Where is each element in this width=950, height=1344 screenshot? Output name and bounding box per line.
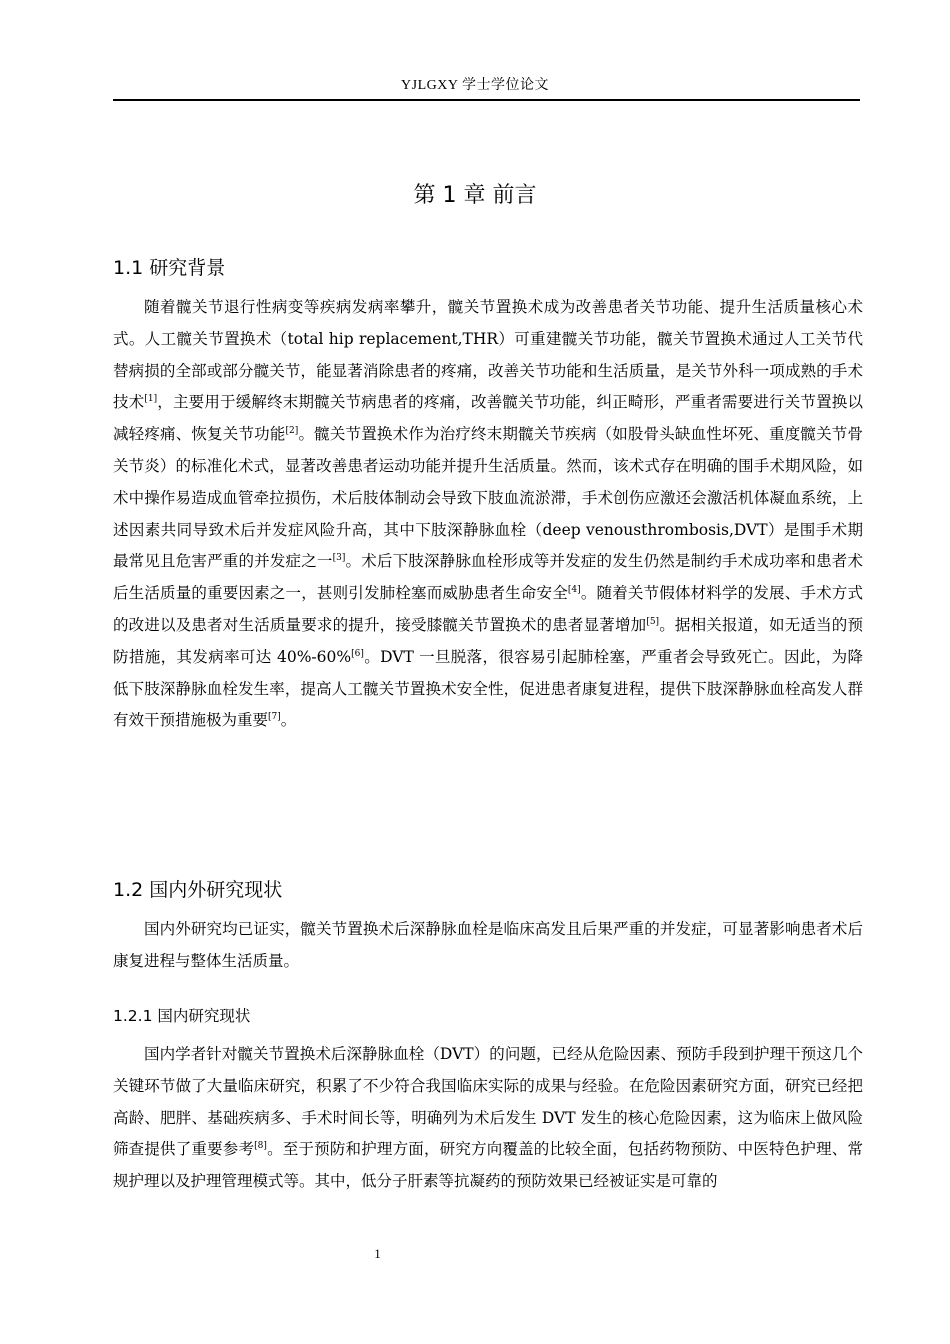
- citation-7: [7]: [268, 712, 281, 723]
- paragraph-research-status: 国内外研究均已证实，髋关节置换术后深静脉血栓是临床高发且后果严重的并发症，可显著影响患者术后康复进程与整体生活质量。: [113, 920, 863, 970]
- citation-2: [2]: [285, 426, 299, 437]
- page-number: 1: [374, 1246, 381, 1261]
- paragraph-domestic-research: 国内学者针对髋关节置换术后深静脉血栓（DVT）的问题，已经从危险因素、预防手段到护理干预这几个关键环节做了大量临床研究，积累了不少符合我国临床实际的成果与经验。在危险因素研究方面，研究已经把高龄、肥胖、基础疾病多、手术时间长等，明确列为术后发生 DVT 发生的核心危险因素，这为临床上做风险筛查提供了重要参考[8]。至于预防和护理方面，研究方向覆盖的比较全面，包括药物预防、中医特色护理、常规护理以及护理管理模式等。其中，低分子肝素等抗凝药的预防效果已经被证实是可靠的: [113, 1045, 863, 1191]
- paragraph-background: 随着髋关节退行性病变等疾病发病率攀升，髋关节置换术成为改善患者关节功能、提升生活质量核心术式。人工髋关节置换术（total hip replacement,THR）可重建髋关节功能，髋关节置换术通过人工关节代替病损的全部或部分髋关节，能显著消除患者的疼痛，改善关节功能和生活质量，是关节外科一项成熟的手术技术[1]，主要用于缓解终末期髋关节病患者的疼痛，改善髋关节功能，纠正畸形，严重者需要进行关节置换以减轻疼痛、恢复关节功能[2]。髋关节置换术作为治疗终末期髋关节疾病（如股骨头缺血性坏死、重度髋关节骨关节炎）的标准化术式，显著改善患者运动功能并提升生活质量。然而，该术式存在明确的围手术期风险，如术中操作易造成血管牵拉损伤，术后肢体制动会导致下肢血流淤滞，手术创伤应激还会激活机体凝血系统，上述因素共同导致术后并发症风险升高，其中下肢深静脉血栓（deep venousthrombosis,DVT）是围手术期最常见且危害严重的并发症之一[3]。术后下肢深静脉血栓形成等并发症的发生仍然是制约手术成功率和患者术后生活质量的重要因素之一，甚则引发肺栓塞而威胁患者生命安全[4]。随着关节假体材料学的发展、手术方式的改进以及患者对生活质量要求的提升，接受膝髋关节置换术的患者显著增加[5]。据相关报道，如无适当的预防措施，其发病率可达 40%-60%[6]。DVT 一旦脱落，很容易引起肺栓塞，严重者会导致死亡。因此，为降低下肢深静脉血栓发生率，提高人工髋关节置换术安全性，促进患者康复进程，提供下肢深静脉血栓高发人群有效干预措施极为重要[7]。: [113, 298, 863, 730]
- running-header: YJLGXY 学士学位论文: [401, 78, 549, 93]
- section-heading-1-2: 1.2 国内外研究现状: [113, 879, 283, 901]
- citation-3: [3]: [332, 553, 346, 564]
- section-heading-1-1: 1.1 研究背景: [113, 257, 226, 279]
- section-heading-1-2-1: 1.2.1 国内研究现状: [113, 1007, 251, 1025]
- citation-5: [5]: [646, 616, 660, 627]
- citation-8: [8]: [254, 1141, 267, 1152]
- citation-4: [4]: [567, 585, 581, 596]
- chapter-title: 第 1 章 前言: [413, 183, 537, 208]
- citation-1: [1]: [144, 394, 158, 405]
- header-rule: [113, 99, 860, 101]
- citation-6: [6]: [351, 648, 364, 659]
